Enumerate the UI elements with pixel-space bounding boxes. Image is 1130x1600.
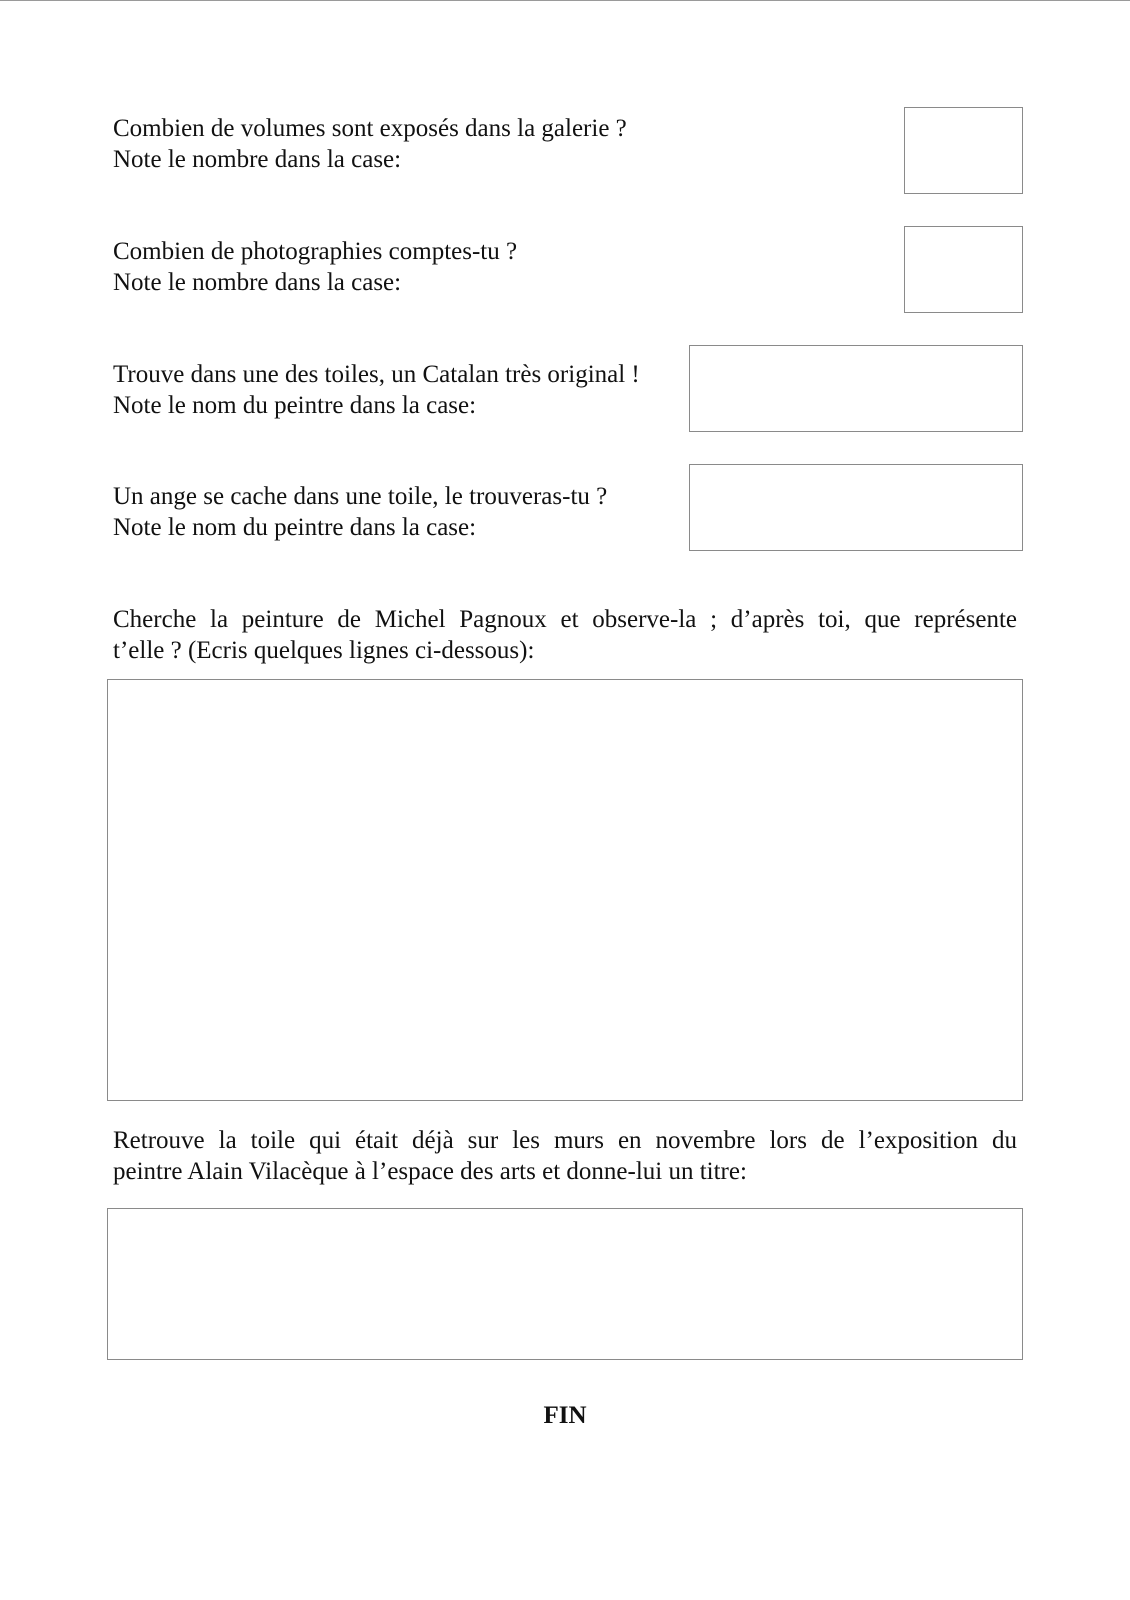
question-pagnoux [113,604,1017,666]
ange-painter-box[interactable] [689,464,1023,551]
catalan-painter-box[interactable] [689,345,1023,432]
question-text: Combien de photographies comptes-tu ? [113,238,518,265]
question-instruction: t’elle ? (Ecris quelques lignes ci-dessous): [113,637,535,664]
question-volumes [113,113,627,175]
question-text: Retrouve la toile qui était déjà sur les murs en novembre lors de l’exposition du [113,1127,1017,1154]
pagnoux-description-box[interactable] [107,679,1023,1101]
question-ange [113,481,607,543]
question-photographies [113,236,517,298]
question-text: Un ange se cache dans une toile, le trouveras-tu ? [113,483,608,510]
question-instruction: Note le nombre dans la case: [113,269,402,296]
question-text: Combien de volumes sont exposés dans la galerie ? [113,115,627,142]
question-text: Trouve dans une des toiles, un Catalan très original ! [113,361,640,388]
question-vilaceque [113,1125,1017,1187]
photographies-count-box[interactable] [904,226,1023,313]
toile-title-box[interactable] [107,1208,1023,1360]
volumes-count-box[interactable] [904,107,1023,194]
question-instruction: Note le nom du peintre dans la case: [113,392,477,419]
question-instruction: Note le nombre dans la case: [113,146,402,173]
page-top-edge [0,0,1130,1]
question-instruction: peintre Alain Vilacèque à l’espace des arts et donne-lui un titre: [113,1158,747,1185]
question-catalan [113,359,640,421]
question-instruction: Note le nom du peintre dans la case: [113,514,477,541]
end-label: FIN [543,1402,587,1429]
question-text: Cherche la peinture de Michel Pagnoux et observe-la ; d’après toi, que représente [113,606,1017,633]
